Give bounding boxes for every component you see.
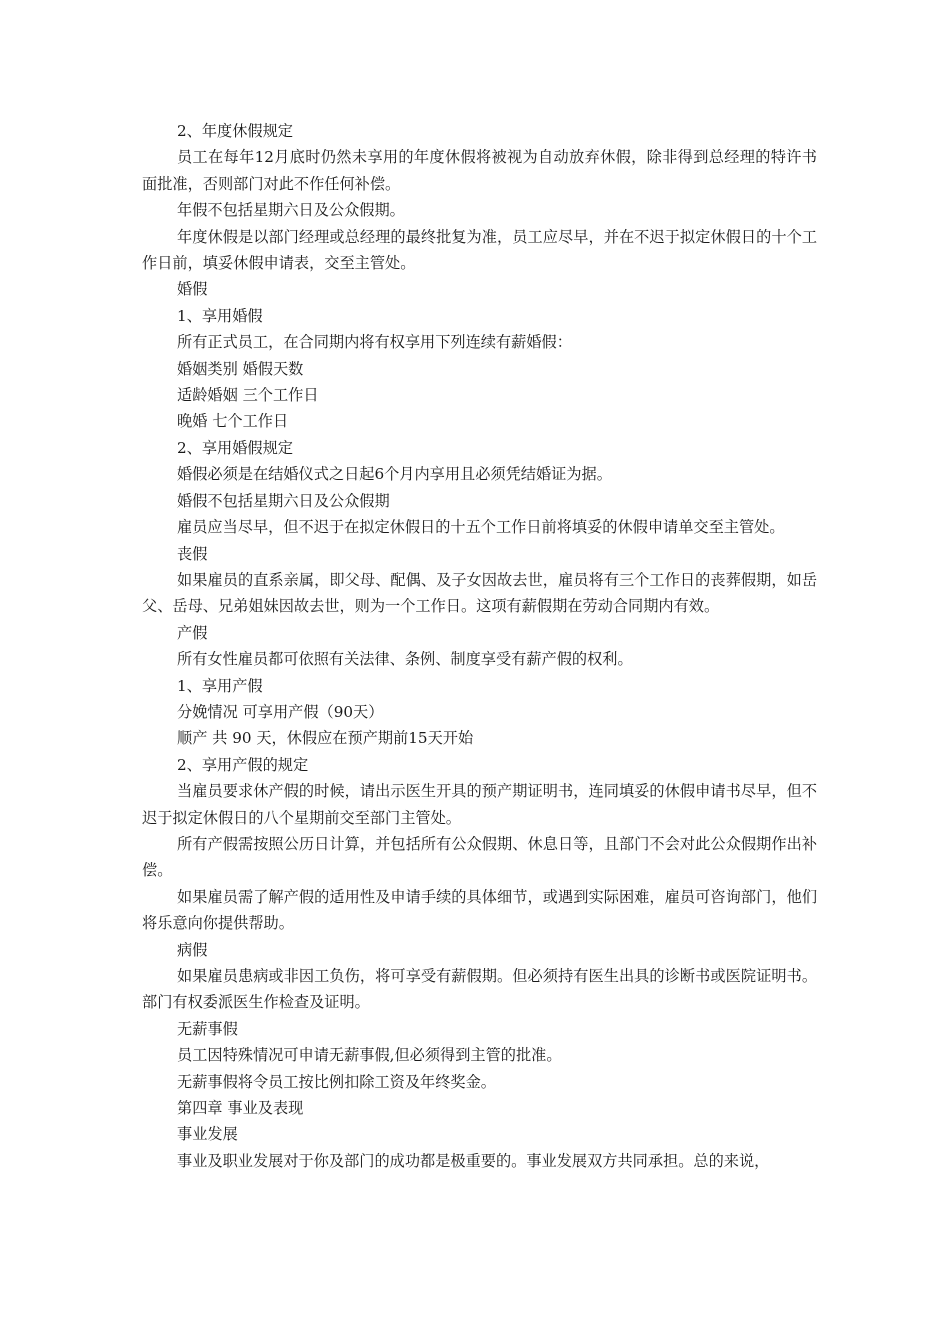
- paragraph: 如果雇员患病或非因工负伤，将可享受有薪假期。但必须持有医生出具的诊断书或医院证明书。部门有权委派医生作检查及证明。: [142, 967, 817, 1012]
- paragraph: 婚假不包括星期六日及公众假期: [177, 491, 390, 510]
- paragraph: 分娩情况 可享用产假（90天）: [177, 702, 384, 721]
- section-heading: 事业发展: [177, 1125, 238, 1144]
- paragraph: 1、享用产假: [177, 676, 263, 695]
- paragraph: 婚姻类别 婚假天数: [177, 359, 304, 378]
- paragraph: 员工因特殊情况可申请无薪事假,但必须得到主管的批准。: [177, 1046, 562, 1065]
- paragraph: 如果雇员需了解产假的适用性及申请手续的具体细节，或遇到实际困难，雇员可咨询部门，他们将乐意向你提供帮助。: [142, 887, 817, 933]
- paragraph: 年度休假是以部门经理或总经理的最终批复为准，员工应尽早，并在不迟于拟定休假日的十个工作日前，填妥休假申请表，交至主管处。: [142, 227, 817, 273]
- paragraph: 婚假必须是在结婚仪式之日起6个月内享用且必须凭结婚证为据。: [177, 465, 612, 484]
- section-heading: 病假: [177, 940, 208, 959]
- paragraph: 所有正式员工，在合同期内将有权享用下列连续有薪婚假：: [177, 333, 572, 352]
- paragraph: 2、年度休假规定: [177, 122, 293, 140]
- paragraph: 1、享用婚假: [177, 306, 263, 325]
- chapter-heading: 第四章 事业及表现: [177, 1099, 304, 1118]
- paragraph: 雇员应当尽早，但不迟于在拟定休假日的十五个工作日前将填妥的休假申请单交至主管处。: [177, 518, 785, 537]
- document-page: [142, 118, 817, 1174]
- paragraph: 事业及职业发展对于你及部门的成功都是极重要的。事业发展双方共同承担。总的来说，: [177, 1151, 770, 1170]
- paragraph: 当雇员要求休产假的时候，请出示医生开具的预产期证明书，连同填妥的休假申请书尽早，但不迟于拟定休假日的八个星期前交至部门主管处。: [142, 782, 817, 827]
- paragraph: 2、享用婚假规定: [177, 438, 293, 457]
- section-heading: 产假: [177, 623, 208, 642]
- section-heading: 丧假: [177, 544, 208, 563]
- paragraph: 2、享用产假的规定: [177, 755, 309, 774]
- paragraph: 员工在每年12月底时仍然未享用的年度休假将被视为自动放弃休假，除非得到总经理的特许书面批准，否则部门对此不作任何补偿。: [142, 148, 817, 193]
- paragraph: 适龄婚姻 三个工作日: [177, 386, 319, 405]
- paragraph: 所有女性雇员都可依照有关法律、条例、制度享受有薪产假的权利。: [177, 650, 633, 669]
- paragraph: 如果雇员的直系亲属，即父母、配偶、及子女因故去世，雇员将有三个工作日的丧葬假期，如岳父、岳母、兄弟姐妹因故去世，则为一个工作日。这项有薪假期在劳动合同期内有效。: [142, 570, 817, 616]
- paragraph: 所有产假需按照公历日计算，并包括所有公众假期、休息日等，且部门不会对此公众假期作出补偿。: [142, 834, 817, 880]
- section-heading: 无薪事假: [177, 1019, 238, 1038]
- paragraph: 晚婚 七个工作日: [177, 412, 289, 431]
- paragraph: 年假不包括星期六日及公众假期。: [177, 201, 405, 220]
- section-heading: 婚假: [177, 280, 208, 299]
- paragraph: 顺产 共 90 天，休假应在预产期前15天开始: [177, 729, 474, 748]
- paragraph: 无薪事假将令员工按比例扣除工资及年终奖金。: [177, 1072, 496, 1091]
